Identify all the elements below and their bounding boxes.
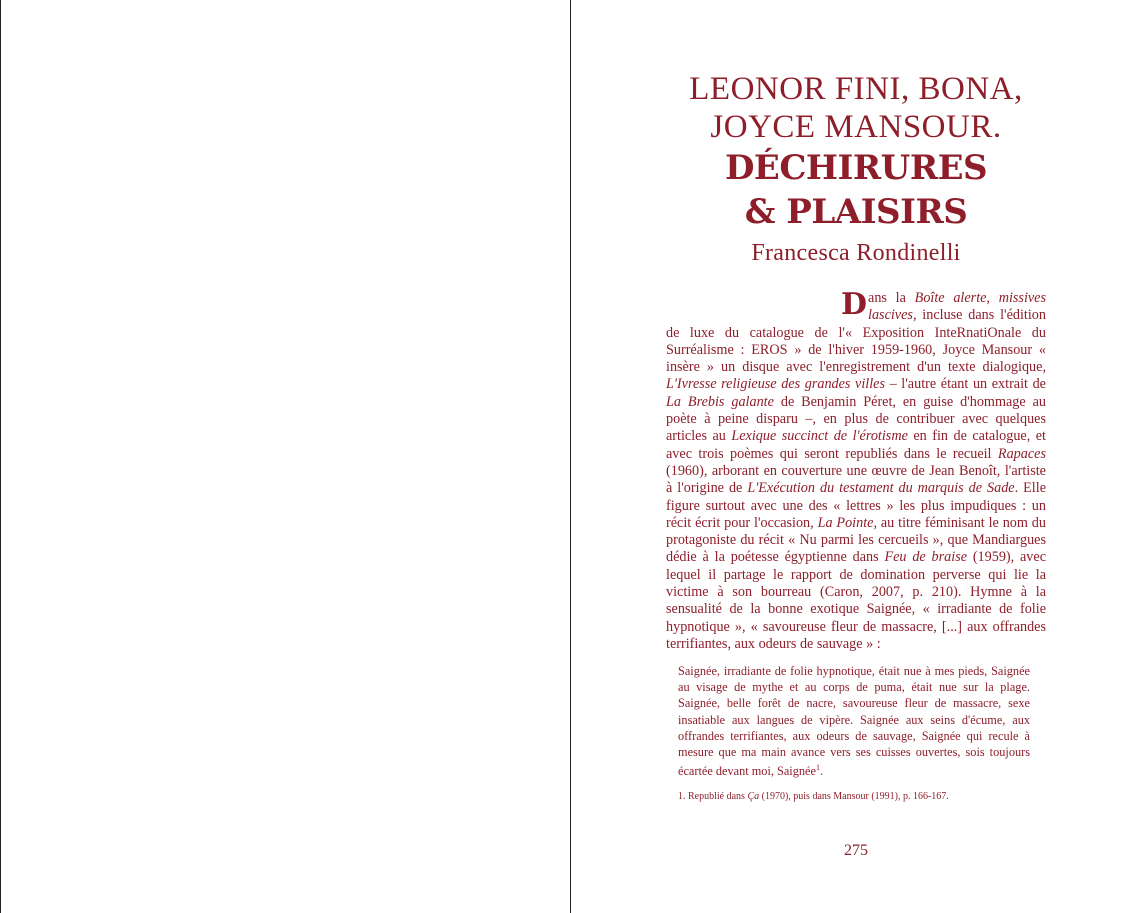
left-page-blank — [1, 0, 570, 913]
body-italic-segment: L'Ivresse religieuse des grandes villes — [666, 376, 885, 393]
footnote-title: Ça — [747, 791, 760, 802]
body-italic-segment: L'Exécution du testament du marquis de Sade — [747, 480, 1015, 497]
body-text-segment: (1959), avec lequel il partage le rapport de domination perverse qui lie la victime à son bourreau (Caron, 2007, p. 210). Hymne à la sensualité de la bonne exotique Saignée, « irradiante de folie hypnotique », « savoureuse fleur de massacre, [...] aux offrandes terrifiantes, aux odeurs de sauvage » : — [666, 549, 1046, 652]
footnote-prefix: 1. Republié dans — [678, 791, 748, 802]
drop-cap: D — [841, 287, 868, 322]
page-number: 275 — [844, 842, 868, 859]
author-name: Francesca Rondinelli — [751, 240, 961, 266]
body-italic-segment: La Pointe — [817, 514, 874, 531]
body-text-segment: , incluse dans l'édition de luxe du catalogue de l'« Exposition InteRnatiOnale du Surréalisme : EROS » de l'hiver 1959-1960, Joyce Mansour « insère » un disque avec l'enregistrement d'un texte dialogique, — [666, 307, 1046, 376]
body-italic-segment: Rapaces — [997, 445, 1046, 462]
title-line-2: JOYCE MANSOUR. — [710, 109, 1002, 145]
footnote-ref: 1 — [815, 763, 820, 773]
footnote — [678, 790, 1038, 803]
title-line-1: LEONOR FINI, BONA, — [689, 71, 1023, 107]
title-bold-line-2: & PLAISIRS — [744, 192, 968, 232]
body-text-segment: – l'autre étant un extrait de — [885, 376, 1046, 393]
body-paragraph — [666, 287, 1047, 653]
body-text-segment: de Benjamin Péret, en guise d'hommage au poète à peine disparu –, en plus de contribuer avec quelques articles au — [666, 393, 1047, 445]
quote-text: Saignée, irradiante de folie hypnotique, était nue à mes pieds, Saignée au visage de mythe et au corps de puma, était nue sur la plage. Saignée, belle forêt de nacre, savoureuse fleur de massacre, sexe insatiable aux langues de vipère. Saignée aux seins d'écume, aux offrandes terrifiantes, aux odeurs de sauvage, Saignée qui recule à mesure que ma main avance vers ses cuisses ouvertes, sois toujours écartée devant moi, Saignée — [678, 664, 1030, 779]
block-quote: Saignée, irradiante de folie hypnotique, était nue à mes pieds, Saignée au visage de mythe et au corps de puma, était nue sur la plage. Saignée, belle forêt de nacre, savoureuse fleur de massacre, sexe insatiable aux langues de vipère. Saignée aux seins d'écume, aux offrandes terrifiantes, aux odeurs de sauvage, Saignée qui recule à mesure que ma main avance vers ses cuisses ouvertes, sois toujours écartée devant moi, Saignée$^1$. — [678, 664, 1030, 779]
right-page — [571, 0, 1141, 913]
title-bold-line-1: DÉCHIRURES — [724, 148, 988, 188]
body-italic-segment: Feu de braise — [884, 549, 968, 566]
body-italic-segment: Lexique succinct de l'érotisme — [731, 428, 908, 445]
body-text-segment: , au titre féminisant le nom du protagoniste du récit « Nu parmi les cercueils », que Mandiargues dédie à la poétesse égyptienne dans — [666, 514, 1046, 566]
body-italic-segment: La Brebis galante — [666, 393, 774, 410]
body-text-segment: (1960), arborant en couverture une œuvre de Jean Benoît, l'artiste à l'origine de — [666, 462, 1046, 497]
footnote-suffix: (1970), puis dans Mansour (1991), p. 166-167. — [759, 791, 949, 802]
chapter-title — [571, 70, 1141, 268]
body-text-content — [666, 287, 1047, 652]
body-text-segment: ans la — [868, 290, 915, 306]
body-text-segment: . Elle figure surtout avec une des « lettres » les plus impudiques : un récit écrit pour l'occasion, — [666, 480, 1046, 531]
body-italic-segment: Boîte alerte, missives lascives — [868, 290, 1046, 324]
body-text-segment: en fin de catalogue, et avec trois poèmes qui seront republiés dans le recueil — [666, 428, 1046, 462]
